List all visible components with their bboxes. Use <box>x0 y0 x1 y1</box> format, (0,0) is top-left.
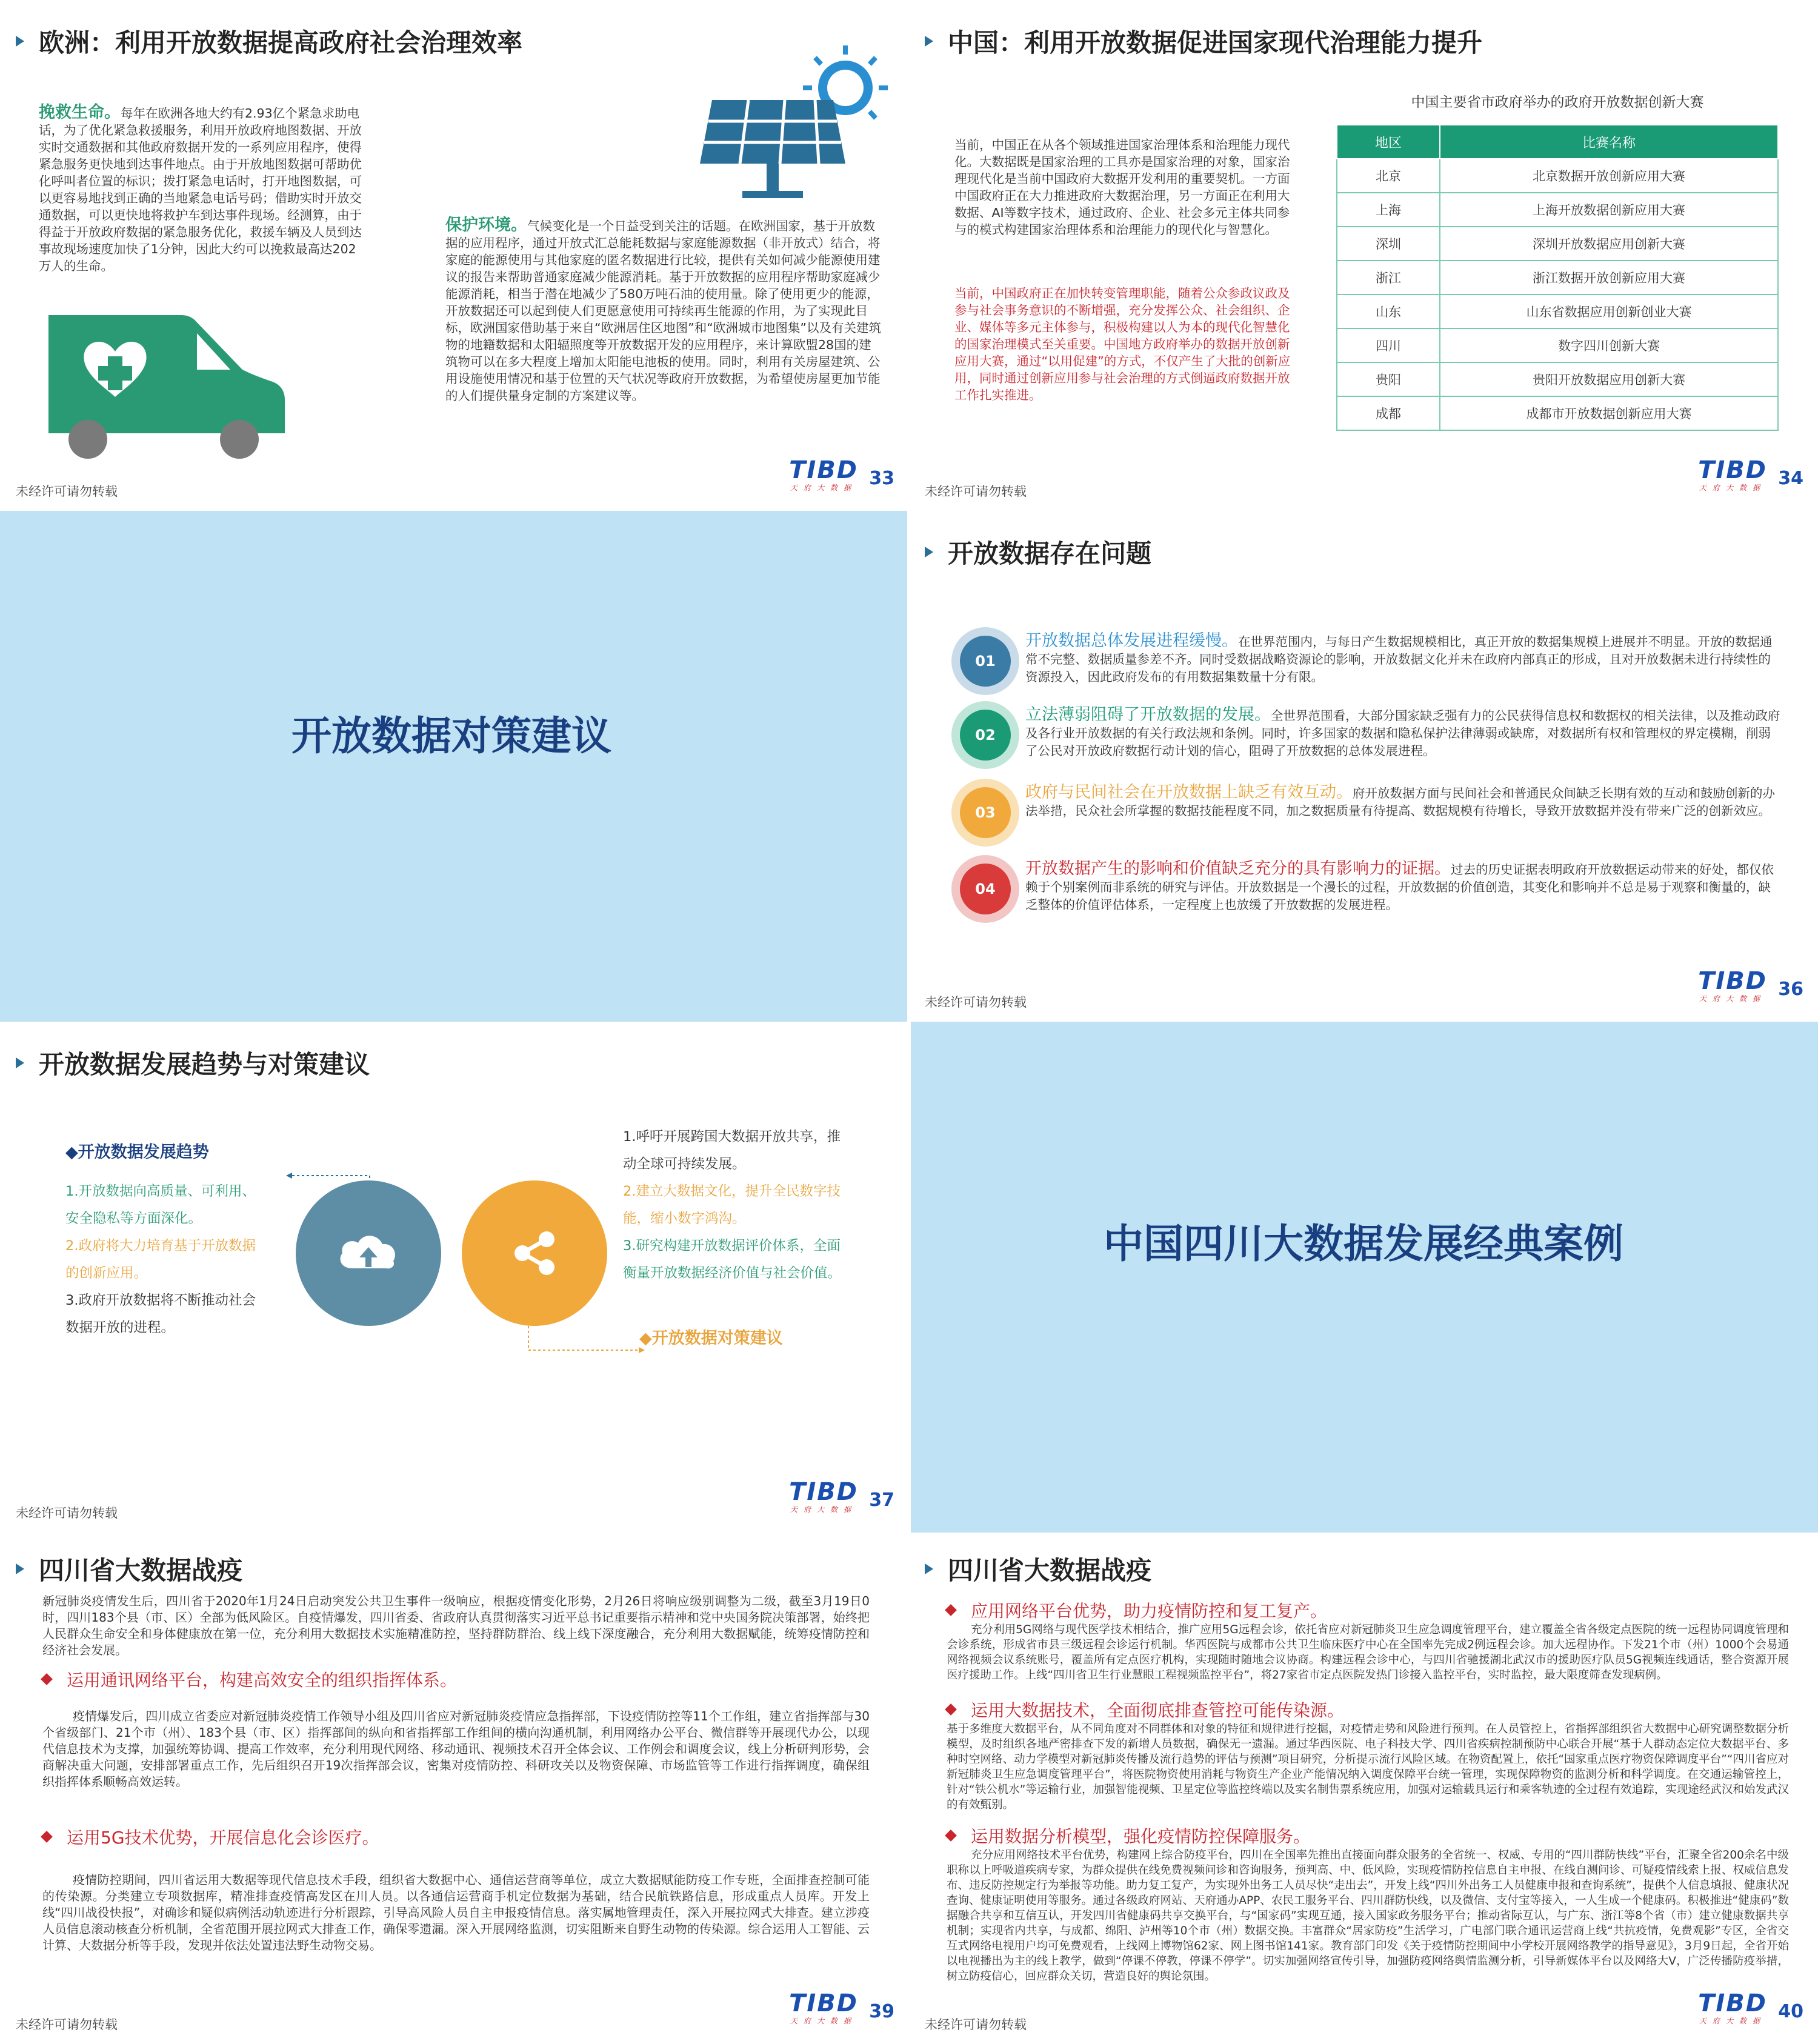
table-cell: 数字四川创新大赛 <box>1440 328 1778 362</box>
diamond-bullet-icon <box>945 1829 957 1842</box>
section-heading: 运用大数据技术，全面彻底排查管控可能传染源。 <box>947 1697 1344 1722</box>
page-number: 39 <box>869 2001 894 2022</box>
page-number: 33 <box>869 468 894 489</box>
table-row <box>1337 328 1778 362</box>
slide-33 <box>0 0 909 511</box>
table-cell: 上海开放数据创新应用大赛 <box>1440 193 1778 227</box>
problem-text-block <box>1025 860 1782 914</box>
section-heading: 运用5G技术优势，开展信息化会诊医疗。 <box>42 1825 379 1849</box>
page-number: 34 <box>1778 468 1803 489</box>
slide-39 <box>0 1533 909 2044</box>
table-header-row <box>1337 125 1778 159</box>
slide-title <box>16 1045 370 1081</box>
problem-heading: 开放数据总体发展进程缓慢。 <box>1025 631 1238 650</box>
problem-item <box>951 701 1782 774</box>
rescue-keyword: 挽救生命。 <box>39 103 121 122</box>
tibd-logo: TIBD 天府大数据 <box>789 456 858 492</box>
suggestion-item: 3.研究构建开放数据评价体系，全面衡量开放数据经济价值与社会价值。 <box>623 1238 842 1281</box>
trend-item: 2.政府将大力培育基于开放数据的创新应用。 <box>65 1238 256 1281</box>
table-header-name: 比赛名称 <box>1440 125 1778 159</box>
rescue-text: 每年在欧洲各地大约有2.93亿个紧急求助电话，为了优化紧急救援服务，利用开放政府地图数据、开放实时交通数据和其他政府数据开发的一系列应用程序，使得紧急服务更快地到达事件地点。由于开放地图数据可帮助优化呼叫者位置的标识；拨打紧急电话时，打开地图数据，可以更容易地找到正确的当地紧急电话号码；借助实时开放交通数据，可以更快地将救护车到达事件现场。经测算，由于得益于开放政府数据的紧急服务优化，救援车辆及人员到达事故现场速度加快了1分钟，因此大约可以挽救最高达202万人的生命。 <box>39 106 362 273</box>
title-marker-icon <box>16 1057 24 1068</box>
table-cell: 上海 <box>1337 193 1440 227</box>
table-row <box>1337 227 1778 261</box>
footer-note: 未经许可请勿转载 <box>925 2017 1027 2032</box>
environment-keyword: 保护环境。 <box>445 216 527 235</box>
problem-item <box>951 627 1782 700</box>
environment-text: 气候变化是一个日益受到关注的话题。在欧洲国家，基于开放数据的应用程序，通过开放式汇总能耗数据与家庭能源数据（非开放式）结合，将家庭的能源使用与其他家庭的匿名数据进行比较，提供有关如何减少能源使用建议的报告来帮助普通家庭减少能源消耗。基于开放数据的应用程序帮助家庭减少能源消耗，相当于潜在地减少了580万吨石油的使用量。除了使用更少的能源，开放数据还可以起到使人们更愿意使用可持续再生能源的作用，为了实现此目标，欧洲国家借助基于来自“欧洲居住区地图”和“欧洲城市地图集”以及有关建筑物的地籍数据和太阳辐照度等开放数据开发的应用程序，来计算欧盟28国的建筑物可以在多大程度上增加太阳能电池板的使用。同时，利用有关房屋建筑、公用设施使用情况和基于位置的天气状况等政府开放数据，为希望使房屋更加节能的人们提供量身定制的方案建议等。 <box>445 219 881 403</box>
environment-block <box>445 217 882 404</box>
problem-text-block <box>1025 632 1782 686</box>
table-cell: 深圳 <box>1337 227 1440 261</box>
section-paragraph: 充分利用5G网络与现代医学技术相结合，推广应用5G远程会诊，依托省应对新冠肺炎卫生应急调度管理平台，建立覆盖全省各级定点医院的统一远程协同调度管理和会诊系统，形成省市县三级远程会诊运行机制。华西医院与成都市公共卫生临床医疗中心在全国率先完成2例远程会诊。加大远程协作。下发21个市（州）1000个会易通网络视频会议系统账号，覆盖所有定点医疗机构，实现随时随地会议协商。构建远程会诊中心，与四川省驰援湖北武汉市的援助医疗队员5G视频连线通话，整合资源开展医疗援助工作。上线“四川省卫生行业慧眼工程视频监控平台”，将27家省市定点医院发热门诊接入监控平台，实时监控，最大限度筛查发现病例。 <box>947 1623 1789 1682</box>
section-title: 开放数据对策建议 <box>291 713 611 759</box>
section-heading: 应用网络平台优势，助力疫情防控和复工复产。 <box>947 1598 1327 1622</box>
trend-item: 1.开放数据向高质量、可利用、安全隐私等方面深化。 <box>65 1183 256 1227</box>
share-circle <box>462 1180 607 1326</box>
footer-note: 未经许可请勿转载 <box>925 995 1027 1010</box>
problem-item <box>951 855 1782 928</box>
competition-table <box>1336 124 1779 431</box>
problem-number-ring <box>951 855 1019 923</box>
share-icon <box>507 1226 562 1280</box>
slide-38-section <box>909 1022 1818 1533</box>
slide-title-text: 开放数据发展趋势与对策建议 <box>39 1050 370 1079</box>
table-cell: 深圳开放数据应用创新大赛 <box>1440 227 1778 261</box>
diamond-bullet-icon <box>945 1604 957 1616</box>
diamond-bullet-icon <box>945 1703 957 1716</box>
page-number: 37 <box>869 1490 894 1511</box>
tibd-logo: TIBD 天府大数据 <box>1698 1989 1767 2025</box>
diamond-bullet-icon <box>41 1831 53 1843</box>
slide-title-text: 欧洲：利用开放数据提高政府社会治理效率 <box>39 28 523 58</box>
section-paragraph: 基于多维度大数据平台，从不同角度对不同群体和对象的特征和规律进行挖掘，对疫情走势和风险进行预判。在人员管控上，省指挥部组织省大数据中心研究调整数据分析模型，及时组织各地严密排查下发的新增人员数据，确保无一遗漏。通过华西医院、电子科技大学、四川省疾病控制预防中心联合开展“基于人群动态定位大数据平台、多种时空网络、动力学模型对新冠肺炎传播及流行趋势的评估与预测”项目研究，分析提示流行风险区域。在物资配置上，依托“国家重点医疗物资保障调度平台”“四川省应对新冠肺炎卫生应急调度管理平台”，将医院物资使用消耗与物资生产企业产能情况纳入调度保障平台统一管理，实现保障物资的监测分析和科学调度。在交通运输管控上，针对“铁公机水”等运输行业，加强智能视频、卫星定位等监控终端以及实名制售票系统应用，加强对运输载具运行和乘客轨迹的全过程有效追踪，实现途经武汉和始发武汉的有效甄别。 <box>947 1723 1789 1811</box>
suggestion-item: 2.建立大数据文化，提升全民数字技能，缩小数字鸿沟。 <box>623 1183 841 1227</box>
slide-37 <box>0 1022 909 1533</box>
trend-heading: ◆开放数据发展趋势 <box>65 1143 209 1162</box>
section-paragraph: 疫情防控期间，四川省运用大数据等现代信息技术手段，组织省大数据中心、通信运营商等单位，成立大数据赋能防疫工作专班，全面排查控制可能的传染源。分类建立专项数据库，精准排查疫情高发区在川人员。以各通信运营商手机定位数据为基础，结合民航铁路信息，形成重点人员库。开发上线“四川战役快报”，对确诊和疑似病例活动轨迹进行分析跟踪，引导高风险人员自主申报疫情信息。落实属地管理责任，深入开展拉网式大排查。建立涉疫人员信息滚动核查分析机制，全省范围开展拉网式大排查工作，确保零遗漏。深入开展网络监测，切实阻断来自野生动物的传染源。综合运用人工智能、云计算、大数据分析等手段，发现并依法处置违法野生动物交易。 <box>42 1873 870 1952</box>
section-title: 中国四川大数据发展经典案例 <box>1104 1220 1623 1267</box>
slide-title <box>16 23 522 59</box>
table-row <box>1337 193 1778 227</box>
slide-34 <box>909 0 1818 511</box>
problem-item <box>951 779 1782 851</box>
table-cell: 四川 <box>1337 328 1440 362</box>
slide-title-text: 四川省大数据战疫 <box>39 1556 243 1585</box>
problem-number: 03 <box>960 787 1011 838</box>
page-number: 36 <box>1778 979 1803 1000</box>
tibd-logo: TIBD 天府大数据 <box>789 1989 858 2025</box>
table-row <box>1337 295 1778 328</box>
suggestion-connector <box>526 1325 647 1356</box>
cloud-upload-icon <box>335 1226 402 1280</box>
diamond-bullet-icon <box>41 1673 53 1685</box>
cloud-circle <box>296 1180 441 1326</box>
table-cell: 成都 <box>1337 396 1440 430</box>
problem-number-ring <box>951 627 1019 695</box>
slide-title-text: 开放数据存在问题 <box>948 539 1152 568</box>
page-number: 40 <box>1778 2001 1803 2022</box>
tibd-logo: TIBD 天府大数据 <box>1698 456 1767 492</box>
problem-text: 在世界范围内，与每日产生数据规模相比，真正开放的数据集规模上进展并不明显。开放的数据通常不完整、数据质量参差不齐。同时受数据战略资源论的影响，开放数据文化并未在政府内部真正的形成，且对开放数据未进行持续性的资源投入，因此政府发布的有用数据集数量十分有限。 <box>1025 634 1773 684</box>
solar-panel-icon <box>694 42 894 206</box>
section-paragraph: 充分应用网络技术平台优势，构建网上综合防疫平台，四川在全国率先推出直接面向群众服务的全省统一、权威、专用的“四川群防快线”平台，汇聚全省200余名中级职称以上呼吸道疾病专家，为群众提供在线免费视频问诊和咨询服务，预判高、中、低风险，实现疫情防控信息自主申报、在线自测问诊、可疑疫情线索上报、权威信息发布、违反防控规定行为举报等功能。助力复工复产，为实现外出务工人员尽快“走出去”，开发上线“四川外出务工人员健康申报和查询系统”，提供个人信息填报、健康状况查询、健康证明使用等服务。通过各级政府网站、天府通办APP、农民工服务平台、四川群防快线，以及微信、支付宝等接入，一人生成一个健康码。积极推进“健康码”数据融合共享和互信互认，开发四川省健康码共享交换平台，与“国家码”实现互通，接入国家政务服务平台；推动省际互认，与广东、浙江等8个省（市）建立健康数据共享机制；实现省内共享，与成都、绵阳、泸州等10个市（州）数据交换。丰富群众“居家防疫”生活学习，广电部门联合通讯运营商上线“共抗疫情，免费观影”专区，全省交互式网络电视用户均可免费观看，上线网上博物馆62家、网上图书馆141家。教育部门印发《关于疫情防控期间中小学校开展网络教学的指导意见》，3月9日起，全省开始以电视播出为主的线上教学，做到“停课不停教，停课不停学”。切实加强网络宣传引导，加强防疫网络舆情监测分析，引导新媒体平台以及网络大V，广泛传播防疫举措，树立防疫信心，回应群众关切，营造良好的舆论氛围。 <box>947 1849 1789 1983</box>
slide-40 <box>909 1533 1818 2044</box>
table-row <box>1337 362 1778 396</box>
table-caption: 中国主要省市政府举办的政府开放数据创新大赛 <box>1411 95 1704 110</box>
trend-list <box>65 1178 265 1342</box>
table-cell: 浙江数据开放创新应用大赛 <box>1440 261 1778 295</box>
problem-text: 府开放数据方面与民间社会和普通民众间缺乏长期有效的互动和鼓励创新的办法举措，民众社会所掌握的数据技能程度不同，加之数据质量有待提高、数据规模有待增长，导致开放数据并没有带来广泛的创新效应。 <box>1025 786 1775 818</box>
table-cell: 贵阳 <box>1337 362 1440 396</box>
slide-35-section <box>0 511 909 1022</box>
table-cell: 山东省数据应用创新创业大赛 <box>1440 295 1778 328</box>
slide-title-text: 中国：利用开放数据促进国家现代治理能力提升 <box>948 28 1483 58</box>
title-marker-icon <box>925 1563 933 1574</box>
footer-note: 未经许可请勿转载 <box>16 2017 118 2032</box>
problem-number-ring <box>951 701 1019 769</box>
slide-title-text: 四川省大数据战疫 <box>948 1556 1152 1585</box>
table-row <box>1337 159 1778 193</box>
problem-text-block <box>1025 784 1782 820</box>
problem-heading: 开放数据产生的影响和价值缺乏充分的具有影响力的证据。 <box>1025 859 1451 878</box>
problem-text: 过去的历史证据表明政府开放数据运动带来的好处，都仅依赖于个别案例而非系统的研究与评估。开放数据是一个漫长的过程，开放数据的价值创造，其变化和影响并不总是易于观察和衡量的，缺乏整体的价值评估体系，一定程度上也放缓了开放数据的发展进程。 <box>1025 862 1774 912</box>
tibd-logo: TIBD 天府大数据 <box>1698 967 1767 1003</box>
suggestion-heading: ◆开放数据对策建议 <box>639 1329 783 1348</box>
suggestion-item: 1.呼吁开展跨国大数据开放共享，推动全球可持续发展。 <box>623 1129 841 1172</box>
problem-text-block <box>1025 706 1782 760</box>
section-paragraph: 疫情爆发后，四川成立省委应对新冠肺炎疫情工作领导小组及四川省应对新冠肺炎疫情应急指挥部，下设疫情防控等11个工作组，建立省指挥部与30个省级部门、21个市（州）、183个县（市、区）指挥部间的纵向和省指挥部工作组间的横向沟通机制，利用网络办公平台、微信群等开展现代办公，以现代信息技术为支撑，加强统筹协调、提高工作效率，充分利用现代网络、移动通讯、视频技术召开全体会议、工作例会和调度会议，线上分析研判形势，会商解决重大问题，安排部署重点工作，先后组织召开19次指挥部会议，密集对疫情防控、科研攻关以及物资保障、市场监管等工作进行指挥调度，确保组织指挥体系顺畅高效运转。 <box>42 1709 870 1789</box>
slide-title <box>925 534 1151 570</box>
table-cell: 山东 <box>1337 295 1440 328</box>
slide-title <box>16 1551 242 1587</box>
table-row <box>1337 396 1778 430</box>
table-cell: 浙江 <box>1337 261 1440 295</box>
table-cell: 北京 <box>1337 159 1440 193</box>
table-cell: 北京数据开放创新应用大赛 <box>1440 159 1778 193</box>
slide-gap <box>907 0 911 2044</box>
governance-paragraph: 当前，中国正在从各个领域推进国家治理体系和治理能力现代化。大数据既是国家治理的工具亦是国家治理的对象，国家治理现代化是当前中国政府大数据开发利用的重要契机。一方面中国政府正在大力推进政府大数据治理，另一方面正在利用大数据、AI等数字技术，通过政府、企业、社会多元主体共同参与的模式构建国家治理体系和治理能力的现代化与智慧化。 <box>954 138 1290 237</box>
title-marker-icon <box>16 1563 24 1574</box>
problem-heading: 立法薄弱阻碍了开放数据的发展。 <box>1025 705 1271 724</box>
table-cell: 成都市开放数据创新应用大赛 <box>1440 396 1778 430</box>
slide-title <box>925 1551 1151 1587</box>
tibd-logo: TIBD 天府大数据 <box>789 1478 858 1514</box>
table-header-region: 地区 <box>1337 125 1440 159</box>
problem-number: 02 <box>960 710 1011 761</box>
table-row <box>1337 261 1778 295</box>
slide-title <box>925 23 1482 59</box>
trend-item: 3.政府开放数据将不断推动社会数据开放的进程。 <box>65 1293 256 1336</box>
section-heading: 运用数据分析模型，强化疫情防控保障服务。 <box>947 1823 1310 1848</box>
rescue-block <box>39 104 366 275</box>
footer-note: 未经许可请勿转载 <box>16 484 118 499</box>
title-marker-icon <box>925 547 933 558</box>
ambulance-icon <box>36 309 291 467</box>
problem-number: 01 <box>960 636 1011 687</box>
problem-text: 全世界范围看，大部分国家缺乏强有力的公民获得信息权和数据权的相关法律，以及推动政府及各行业开放数据的有关行政法规和条例。同时，许多国家的数据和隐私保护法律薄弱或缺席，对数据所有权和管理权的界定模糊，削弱了公民对开放政府数据行动计划的信心，阻碍了开放数据的总体发展进程。 <box>1025 708 1780 758</box>
slide-36 <box>909 511 1818 1022</box>
footer-note: 未经许可请勿转载 <box>925 484 1027 499</box>
problem-number: 04 <box>960 864 1011 914</box>
suggestion-list <box>623 1124 841 1287</box>
table-cell: 贵阳开放数据应用创新大赛 <box>1440 362 1778 396</box>
problem-heading: 政府与民间社会在开放数据上缺乏有效互动。 <box>1025 783 1353 802</box>
footer-note: 未经许可请勿转载 <box>16 1506 118 1520</box>
title-marker-icon <box>925 36 933 47</box>
section-heading: 运用通讯网络平台，构建高效安全的组织指挥体系。 <box>42 1667 457 1691</box>
intro-paragraph: 新冠肺炎疫情发生后，四川省于2020年1月24日启动突发公共卫生事件一级响应，根据疫情变化形势，2月26日将响应级别调整为二级，截至3月19日0时，四川183个县（市、区）全部为低风险区。自疫情爆发，四川省委、省政府认真贯彻落实习近平总书记重要指示精神和党中央国务院决策部署，始终把人民群众生命安全和身体健康放在第一位，充分利用大数据技术实施精准防控，坚持群防群治、线上线下深度融合，充分利用大数据赋能，统筹疫情防控和经济社会发展。 <box>42 1594 870 1657</box>
problem-number-ring <box>951 779 1019 847</box>
title-marker-icon <box>16 36 24 47</box>
governance-highlight-paragraph: 当前，中国政府正在加快转变管理职能，随着公众参政议政及参与社会事务意识的不断增强，充分发挥公众、社会组织、企业、媒体等多元主体参与，积极构建以人为本的现代化智慧化的国家治理模式至关重要。中国地方政府举办的数据开放创新应用大赛，通过“以用促建”的方式，不仅产生了大批的创新应用，同时通过创新应用参与社会治理的方式倒逼政府数据开放工作扎实推进。 <box>954 286 1291 402</box>
